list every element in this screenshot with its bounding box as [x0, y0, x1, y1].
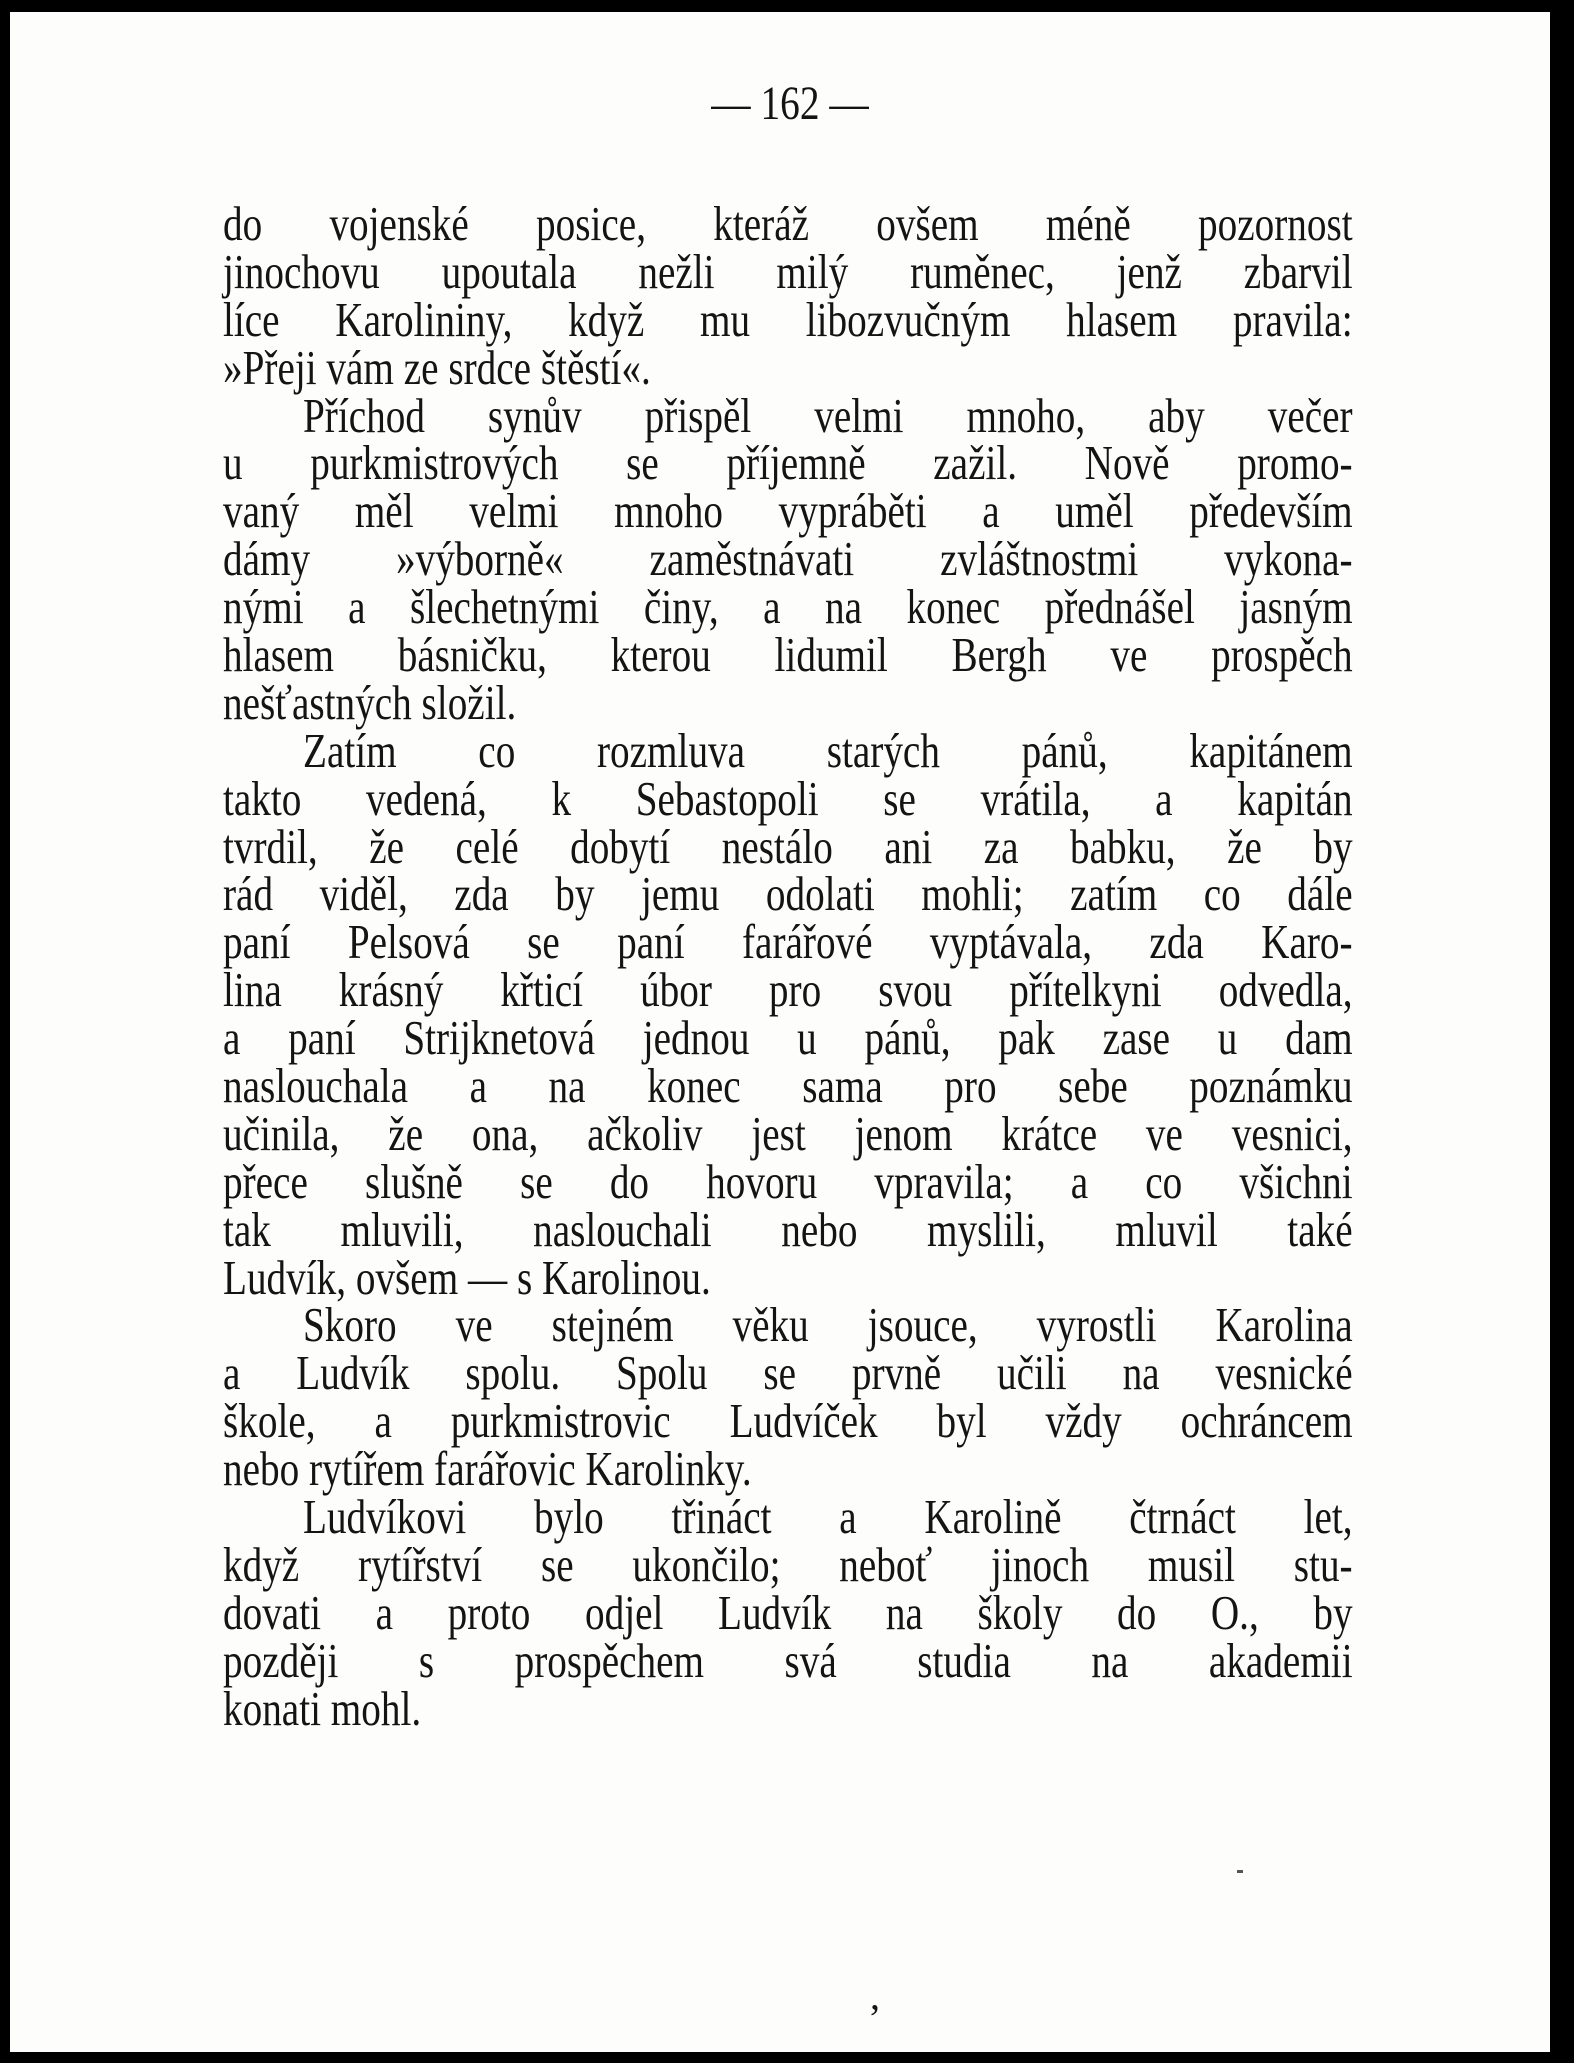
text-line: škole, a purkmistrovic Ludvíček byl vždy ochráncem: [223, 1393, 1353, 1449]
text-line: naslouchala a na konec sama pro sebe poznámku: [223, 1058, 1353, 1114]
text-line: když rytířství se ukončilo; neboť jinoch musil stu-: [223, 1536, 1353, 1592]
text-line: »Přeji vám ze srdce štěstí«.: [223, 339, 651, 395]
text-line: tvrdil, že celé dobytí nestálo ani za babku, že by: [223, 818, 1353, 874]
text-line: do vojenské posice, kteráž ovšem méně pozornost: [223, 196, 1353, 251]
book-page: [10, 12, 1550, 2052]
text-line: nebo rytířem farářovic Karolinky.: [223, 1441, 752, 1497]
text-line: jinochovu upoutala nežli milý ruměnec, jenž zbarvil: [223, 243, 1353, 299]
text-line: lina krásný křticí úbor pro svou přítelkyni odvedla,: [223, 962, 1353, 1018]
text-line: nešťastných složil.: [223, 674, 517, 730]
body-text: [223, 196, 1353, 1736]
text-line: a paní Strijknetová jednou u pánů, pak zase u dam: [223, 1010, 1353, 1066]
paragraph-start-line: Skoro ve stejném věku jsouce, vyrostli Karolina: [303, 1297, 1353, 1353]
text-line: dámy »výborně« zaměstnávati zvláštnostmi vykona-: [223, 531, 1353, 587]
text-line: tak mluvili, naslouchali nebo myslili, mluvil také: [223, 1201, 1353, 1257]
paragraph-start-line: Příchod synův přispěl velmi mnoho, aby večer: [303, 387, 1353, 443]
text-line: takto vedená, k Sebastopoli se vrátila, a kapitán: [223, 770, 1353, 826]
text-line: Ludvík, ovšem — s Karolinou.: [223, 1249, 711, 1305]
page-number: — 162 —: [711, 77, 869, 130]
paragraph-start-line: Zatím co rozmluva starých pánů, kapitánem: [303, 722, 1353, 778]
stray-mark: ,: [870, 1973, 880, 2018]
text-line: později s prospěchem svá studia na akademii: [223, 1632, 1353, 1688]
text-line: přece slušně se do hovoru vpravila; a co všichni: [223, 1153, 1353, 1209]
text-line: líce Karolininy, když mu libozvučným hlasem pravila:: [223, 291, 1353, 347]
text-line: hlasem básničku, kterou lidumil Bergh ve prospěch: [223, 627, 1353, 683]
text-line: rád viděl, zda by jemu odolati mohli; zatím co dále: [223, 866, 1353, 922]
text-line: paní Pelsová se paní farářové vyptávala, zda Karo-: [223, 914, 1353, 970]
text-line: učinila, že ona, ačkoliv jest jenom krátce ve vesnici,: [223, 1105, 1353, 1161]
text-line: vaný měl velmi mnoho vypráběti a uměl především: [223, 483, 1353, 539]
text-line: dovati a proto odjel Ludvík na školy do O., by: [223, 1584, 1353, 1640]
print-speck: [1237, 1870, 1243, 1873]
text-line: konati mohl.: [223, 1680, 422, 1736]
text-line: u purkmistrových se příjemně zažil. Nově promo-: [223, 435, 1353, 491]
text-line: nými a šlechetnými činy, a na konec přednášel jasným: [223, 579, 1353, 635]
paragraph-start-line: Ludvíkovi bylo třináct a Karolině čtrnáct let,: [303, 1489, 1353, 1545]
text-line: a Ludvík spolu. Spolu se prvně učili na vesnické: [223, 1345, 1353, 1401]
